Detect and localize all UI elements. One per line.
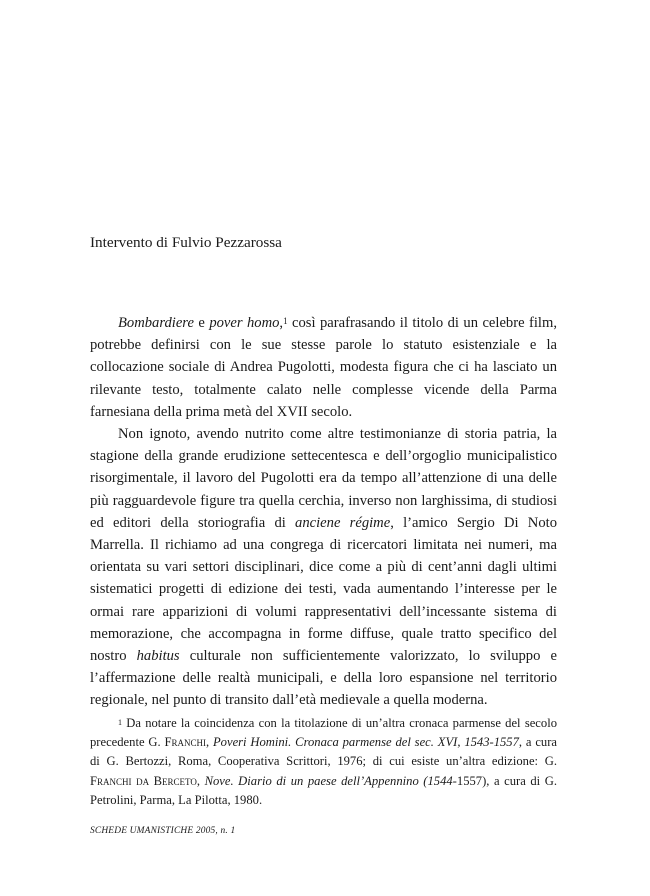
journal-footer: SCHEDE UMANISTICHE 2005, n. 1 — [90, 826, 236, 836]
footnote-reference[interactable]: 1 — [283, 316, 288, 326]
body-paragraph: Bombardiere e pover homo,$^1$ così parafrasando il titolo di un celebre film, potrebbe definirsi con le sue stesse parole lo statuto esistenziale e la collocazione sociale di Andrea Pugolotti, modesta figura che ci ha lasciato un rilevante testo, totalmente calato nelle complesse vicende della Parma farnesiana della prima metà del XVII secolo. — [90, 315, 557, 420]
work-title: Bombardiere — [118, 315, 194, 331]
article-heading: Intervento di Fulvio Pezzarossa — [90, 234, 282, 251]
article-body — [90, 312, 557, 712]
footnote-mark: 1 — [118, 718, 122, 727]
footnote — [90, 714, 557, 810]
work-title: Nove. Diario di un paese dell’Appennino (1544- — [204, 773, 457, 788]
author-name: Franchi da Berceto — [90, 773, 197, 788]
work-title: pover homo — [209, 315, 280, 331]
italic-term: anciene régime — [295, 514, 391, 531]
author-name: Franchi — [164, 735, 206, 750]
body-paragraph: Non ignoto, avendo nutrito come altre testimonianze di storia patria, la stagione della grande erudizione settecentesca e dell’orgoglio municipalistico risorgimentale, il lavoro del Pugolotti era da tempo all’attenzione di una delle più ragguardevole figure tra quella cerchia, inverso non larghissima, di studiosi ed editori della storiografia di anciene régime, l’amico Sergio Di Noto Marrella. Il richiamo ad una congrega di ricercatori limitata nei numeri, ma orientata su vari settori disciplinari, dice come a più di cent’anni dagli ultimi sistematici progetti di edizione dei testi, vada aumentando l’interesse per le ormai rare apparizioni di volumi rappresentativi dell’incessante sistema di memorazione, che accompagna in forme diffuse, quale tratto specifico del nostro habitus culturale non sufficientemente valorizzato, lo sviluppo e l’affermazione delle realtà municipali, e della loro espansione nel territorio regionale, nel punto di transito dall’età medievale a quella moderna. — [90, 426, 557, 709]
footnote-text: $^1$ Da notare la coincidenza con la titolazione di un’altra cronaca parmense del secolo precedente G. Franchi, Poveri Homini. Cronaca parmense del sec. XVI, 1543-1557, a cura di G. Bertozzi, Roma, Cooperativa Scrittori, 1976; di cui esiste un’altra edizione: G. Franchi da Berceto, Nove. Diario di un paese dell’Appennino (1544-1557), a cura di G. Petrolini, Parma, La Pilotta, 1980. — [90, 716, 557, 807]
work-title: Poveri Homini. Cronaca parmense del sec. XVI, 1543-1557 — [212, 735, 519, 750]
italic-term: habitus — [136, 648, 180, 665]
